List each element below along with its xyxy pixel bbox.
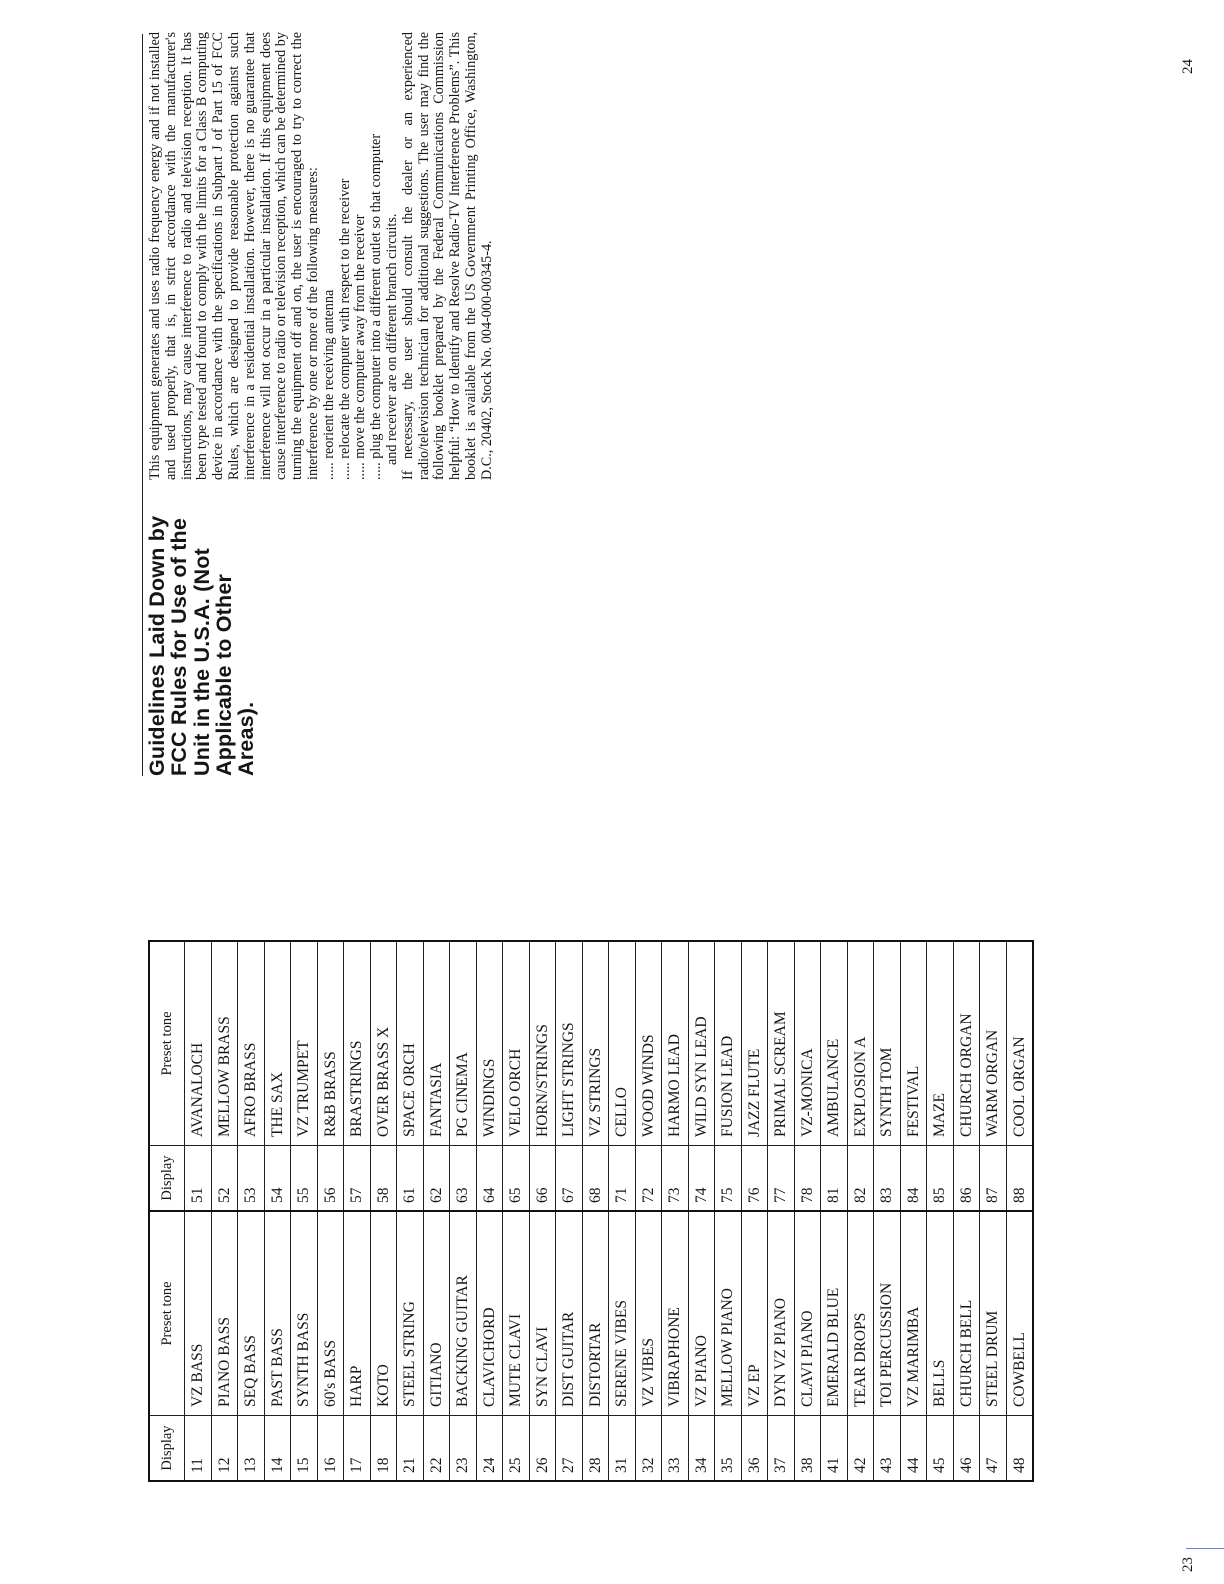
guidelines-body	[148, 32, 496, 480]
table-row	[768, 941, 795, 1481]
list-item	[338, 32, 354, 480]
tone-cell: DYN VZ PIANO	[768, 1211, 795, 1416]
tone-cell: CHURCH ORGAN	[953, 941, 980, 1146]
display-cell: 67	[556, 1146, 583, 1212]
display-cell: 58	[370, 1146, 397, 1212]
display-cell: 36	[741, 1416, 768, 1482]
tone-cell: BACKING GUITAR	[450, 1211, 477, 1416]
display-cell: 21	[397, 1416, 424, 1482]
table-row	[715, 941, 742, 1481]
table-row	[503, 941, 530, 1481]
table-row	[264, 941, 291, 1481]
table-row	[609, 941, 636, 1481]
tone-cell: JAZZ FLUTE	[741, 941, 768, 1146]
preset-tone-table	[148, 940, 1034, 1482]
measure-continuation: and receiver are on different branch circuits.	[383, 213, 400, 465]
tone-cell: COOL ORGAN	[1006, 941, 1033, 1146]
tone-cell: VZ-MONICA	[794, 941, 821, 1146]
list-item	[322, 32, 338, 480]
tone-cell: STEEL DRUM	[980, 1211, 1007, 1416]
display-cell: 28	[582, 1416, 609, 1482]
tone-cell: VELO ORCH	[503, 941, 530, 1146]
tone-cell: SPACE ORCH	[397, 941, 424, 1146]
tone-cell: PG CINEMA	[450, 941, 477, 1146]
table-row	[344, 941, 371, 1481]
tone-cell: VZ BASS	[185, 1211, 212, 1416]
tone-cell: VZ MARIMBA	[900, 1211, 927, 1416]
display-cell: 35	[715, 1416, 742, 1482]
table-row	[874, 941, 901, 1481]
display-cell: 48	[1006, 1416, 1033, 1482]
tone-cell: CELLO	[609, 941, 636, 1146]
display-cell: 57	[344, 1146, 371, 1212]
table-row	[238, 941, 265, 1481]
table-header-row	[149, 941, 185, 1481]
display-cell: 38	[794, 1416, 821, 1482]
tone-cell: WINDINGS	[476, 941, 503, 1146]
tone-cell: WOOD WINDS	[635, 941, 662, 1146]
display-cell: 81	[821, 1146, 848, 1212]
display-cell: 65	[503, 1146, 530, 1212]
tone-cell: R&B BRASS	[317, 941, 344, 1146]
tone-cell: TOI PERCUSSION	[874, 1211, 901, 1416]
display-cell: 64	[476, 1146, 503, 1212]
guidelines-closing: If necessary, the user should consult the dealer or an experienced radio/television technician for additional suggestions. The user may find the following booklet prepared by the Federal Communications Commission helpful: “How to Identify and Resolve Radio-TV Interference Problems”. This booklet is available from the US Government Printing Office, Washington, D.C., 20402, Stock No. 004-000-00345-4.	[399, 32, 495, 480]
tone-cell: HARMO LEAD	[662, 941, 689, 1146]
display-cell: 24	[476, 1416, 503, 1482]
tone-cell: 60's BASS	[317, 1211, 344, 1416]
table-row	[741, 941, 768, 1481]
table-row	[953, 941, 980, 1481]
tone-cell: VZ VIBES	[635, 1211, 662, 1416]
display-cell: 32	[635, 1416, 662, 1482]
header-tone-left: Preset tone	[149, 1211, 185, 1416]
display-cell: 55	[291, 1146, 318, 1212]
tone-cell: HARP	[344, 1211, 371, 1416]
table-row	[821, 941, 848, 1481]
tone-cell: FUSION LEAD	[715, 941, 742, 1146]
display-cell: 16	[317, 1416, 344, 1482]
tone-cell: VZ PIANO	[688, 1211, 715, 1416]
table-row	[582, 941, 609, 1481]
table-row	[397, 941, 424, 1481]
table-row	[900, 941, 927, 1481]
table-row	[291, 941, 318, 1481]
page-number-left: 23	[1180, 1557, 1196, 1572]
tone-cell: EXPLOSION A	[847, 941, 874, 1146]
display-cell: 68	[582, 1146, 609, 1212]
display-cell: 11	[185, 1416, 212, 1482]
display-cell: 33	[662, 1416, 689, 1482]
tone-cell: CLAVICHORD	[476, 1211, 503, 1416]
display-cell: 71	[609, 1146, 636, 1212]
display-cell: 62	[423, 1146, 450, 1212]
table-row	[635, 941, 662, 1481]
display-cell: 77	[768, 1146, 795, 1212]
guidelines-heading: Guidelines Laid Down by FCC Rules for Use of the Unit in the U.S.A. (Not Applicable to Other Areas).	[145, 515, 259, 776]
table-row	[556, 941, 583, 1481]
tone-cell: SYN CLAVI	[529, 1211, 556, 1416]
page-number-right: 24	[1180, 59, 1196, 74]
display-cell: 27	[556, 1416, 583, 1482]
tone-cell: SEQ BASS	[238, 1211, 265, 1416]
display-cell: 52	[211, 1146, 238, 1212]
display-cell: 12	[211, 1416, 238, 1482]
display-cell: 78	[794, 1146, 821, 1212]
table-row	[476, 941, 503, 1481]
tone-cell: VZ TRUMPET	[291, 941, 318, 1146]
tone-cell: VIBRAPHONE	[662, 1211, 689, 1416]
tone-cell: SYNTH TOM	[874, 941, 901, 1146]
tone-cell: LIGHT STRINGS	[556, 941, 583, 1146]
tone-cell: HORN/STRINGS	[529, 941, 556, 1146]
tone-cell: WILD SYN LEAD	[688, 941, 715, 1146]
measure-text: ..... reorient the receiving antenna	[320, 289, 337, 480]
display-cell: 46	[953, 1416, 980, 1482]
display-cell: 34	[688, 1416, 715, 1482]
display-cell: 61	[397, 1146, 424, 1212]
display-cell: 13	[238, 1416, 265, 1482]
table-row	[450, 941, 477, 1481]
tone-cell: STEEL STRING	[397, 1211, 424, 1416]
tone-cell: SERENE VIBES	[609, 1211, 636, 1416]
table-row	[688, 941, 715, 1481]
measure-text: ..... move the computer away from the receiver	[352, 214, 369, 480]
display-cell: 43	[874, 1416, 901, 1482]
measure-text: ..... relocate the computer with respect to the receiver	[336, 178, 353, 480]
display-cell: 15	[291, 1416, 318, 1482]
tone-cell: TEAR DROPS	[847, 1211, 874, 1416]
display-cell: 23	[450, 1416, 477, 1482]
tone-cell: VZ EP	[741, 1211, 768, 1416]
table-row	[317, 941, 344, 1481]
display-cell: 31	[609, 1416, 636, 1482]
display-cell: 73	[662, 1146, 689, 1212]
display-cell: 17	[344, 1416, 371, 1482]
display-cell: 83	[874, 1146, 901, 1212]
tone-cell: PIANO BASS	[211, 1211, 238, 1416]
display-cell: 45	[927, 1416, 954, 1482]
display-cell: 14	[264, 1416, 291, 1482]
display-cell: 63	[450, 1146, 477, 1212]
measures-list	[322, 32, 401, 480]
tone-cell: BELLS	[927, 1211, 954, 1416]
display-cell: 88	[1006, 1146, 1033, 1212]
display-cell: 47	[980, 1416, 1007, 1482]
tone-cell: MUTE CLAVI	[503, 1211, 530, 1416]
table-row	[980, 941, 1007, 1481]
table-row	[847, 941, 874, 1481]
display-cell: 54	[264, 1146, 291, 1212]
display-cell: 25	[503, 1416, 530, 1482]
display-cell: 56	[317, 1146, 344, 1212]
display-cell: 75	[715, 1146, 742, 1212]
header-tone-right: Preset tone	[149, 941, 185, 1146]
guidelines-intro: This equipment generates and uses radio frequency energy and if not installed and used properly, that is, in strict accordance with the manufacturer's instructions, may cause interference to radio and television reception. It has been type tested and found to comply with the limits for a Class B computing device in accordance with the specifications in Subpart J of Part 15 of FCC Rules, which are designed to provide reasonable protection against such interference in a residential installation. However, there is no guarantee that interference will not occur in a particular installation. If this equipment does cause interference to radio or television reception, which can be determined by turning the equipment off and on, the user is encouraged to try to correct the interference by one or more of the following measures:	[147, 32, 321, 480]
tone-cell: WARM ORGAN	[980, 941, 1007, 1146]
display-cell: 74	[688, 1146, 715, 1212]
display-cell: 76	[741, 1146, 768, 1212]
section-rule	[142, 34, 143, 776]
tone-cell: VZ STRINGS	[582, 941, 609, 1146]
tone-cell: COWBELL	[1006, 1211, 1033, 1416]
tone-cell: DISTORTAR	[582, 1211, 609, 1416]
display-cell: 66	[529, 1146, 556, 1212]
tone-cell: BRASTRINGS	[344, 941, 371, 1146]
tone-cell: MELLOW PIANO	[715, 1211, 742, 1416]
table-row	[211, 941, 238, 1481]
tone-cell: MELLOW BRASS	[211, 941, 238, 1146]
tone-cell: PAST BASS	[264, 1211, 291, 1416]
tone-cell: THE SAX	[264, 941, 291, 1146]
table-row	[662, 941, 689, 1481]
table-row	[529, 941, 556, 1481]
tone-cell: SYNTH BASS	[291, 1211, 318, 1416]
tone-cell: CHURCH BELL	[953, 1211, 980, 1416]
list-item	[353, 32, 369, 480]
tone-cell: AMBULANCE	[821, 941, 848, 1146]
display-cell: 82	[847, 1146, 874, 1212]
table-row	[927, 941, 954, 1481]
display-cell: 72	[635, 1146, 662, 1212]
display-cell: 22	[423, 1416, 450, 1482]
display-cell: 84	[900, 1146, 927, 1212]
display-cell: 86	[953, 1146, 980, 1212]
tone-cell: AVANALOCH	[185, 941, 212, 1146]
display-cell: 26	[529, 1416, 556, 1482]
header-display-left: Display	[149, 1416, 185, 1482]
tone-cell: GITIANO	[423, 1211, 450, 1416]
tone-cell: CLAVI PIANO	[794, 1211, 821, 1416]
scan-mark	[1186, 1548, 1224, 1549]
table-row	[185, 941, 212, 1481]
display-cell: 41	[821, 1416, 848, 1482]
header-display-right: Display	[149, 1146, 185, 1212]
tone-cell: OVER BRASS X	[370, 941, 397, 1146]
tone-cell: DIST GUITAR	[556, 1211, 583, 1416]
table-body	[185, 941, 1034, 1481]
table-row	[370, 941, 397, 1481]
tone-cell: PRIMAL SCREAM	[768, 941, 795, 1146]
display-cell: 51	[185, 1146, 212, 1212]
tone-cell: FESTIVAL	[900, 941, 927, 1146]
tone-cell: KOTO	[370, 1211, 397, 1416]
measure-text: ..... plug the computer into a different outlet so that computer	[368, 133, 385, 480]
tone-cell: MAZE	[927, 941, 954, 1146]
tone-cell: FANTASIA	[423, 941, 450, 1146]
tone-cell: EMERALD BLUE	[821, 1211, 848, 1416]
table-row	[423, 941, 450, 1481]
display-cell: 53	[238, 1146, 265, 1212]
list-item	[369, 32, 401, 480]
table-row	[794, 941, 821, 1481]
display-cell: 87	[980, 1146, 1007, 1212]
tone-cell: AFRO BRASS	[238, 941, 265, 1146]
display-cell: 37	[768, 1416, 795, 1482]
table-row	[1006, 941, 1033, 1481]
display-cell: 85	[927, 1146, 954, 1212]
display-cell: 44	[900, 1416, 927, 1482]
display-cell: 42	[847, 1416, 874, 1482]
display-cell: 18	[370, 1416, 397, 1482]
